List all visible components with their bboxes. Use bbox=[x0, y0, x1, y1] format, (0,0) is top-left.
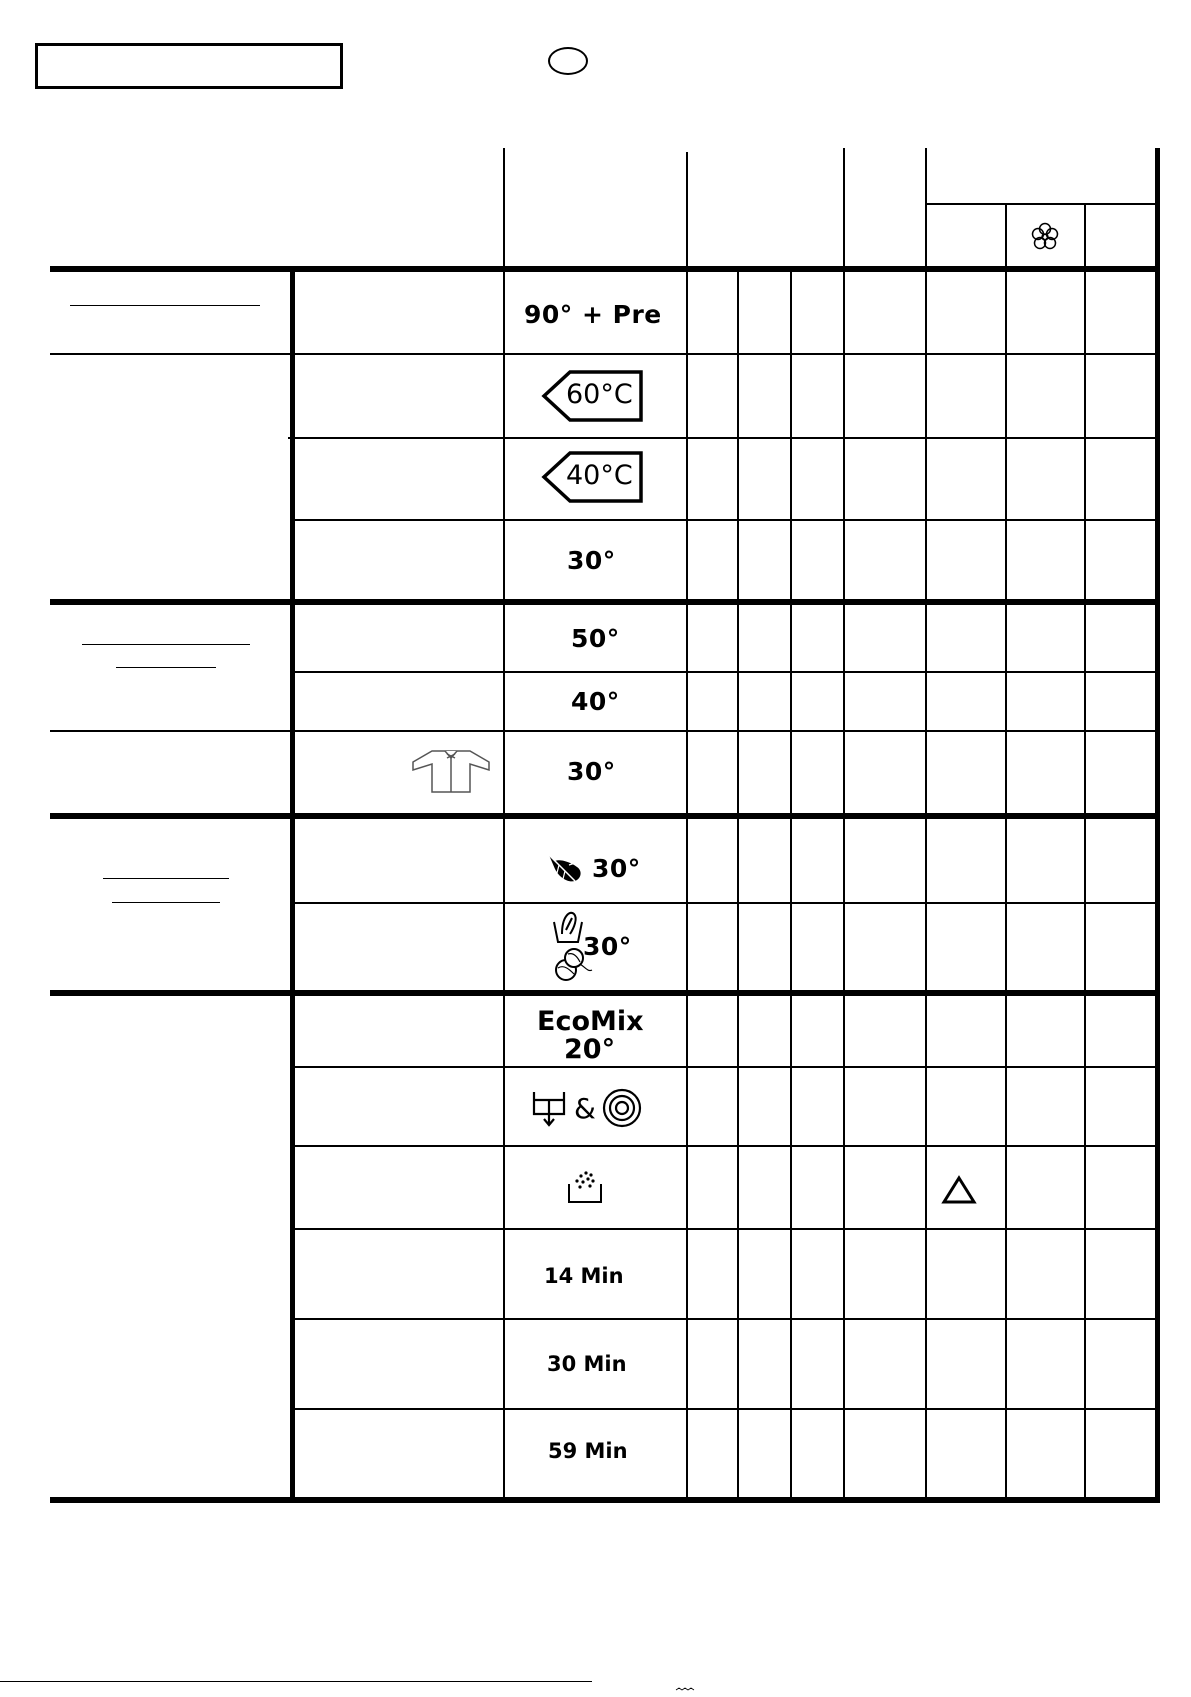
grid-vline-right bbox=[1155, 148, 1160, 1503]
drain-spin-icon bbox=[530, 1086, 650, 1132]
programme-ecomix-line1: EcoMix bbox=[537, 1006, 644, 1037]
grid-hline-8 bbox=[293, 1145, 1158, 1147]
grid-hline-7 bbox=[293, 1066, 1158, 1068]
programme-60c: 60°C bbox=[566, 379, 633, 410]
grid-hline-10 bbox=[293, 1318, 1158, 1320]
grid-vline-programme bbox=[503, 148, 505, 1500]
grid-hline-thick-1 bbox=[50, 266, 1160, 272]
group-underline-2 bbox=[82, 644, 250, 645]
40c-tag-icon bbox=[542, 451, 644, 503]
programme-90-pre: 90° + Pre bbox=[524, 300, 662, 329]
grid-hline-9 bbox=[293, 1228, 1158, 1230]
drain-spin-ampersand: & bbox=[574, 1092, 596, 1125]
grid-hline-3 bbox=[288, 437, 1158, 439]
programme-30-shirt: 30° bbox=[567, 757, 616, 786]
programme-50: 50° bbox=[571, 624, 620, 653]
footer-rule bbox=[0, 1681, 592, 1682]
programme-30-delicates: 30° bbox=[592, 854, 641, 883]
feather-icon bbox=[545, 851, 585, 887]
programme-40: 40° bbox=[571, 687, 620, 716]
grid-hline-thick-2 bbox=[50, 599, 1160, 605]
programme-14-min: 14 Min bbox=[544, 1264, 624, 1288]
group-underline-3 bbox=[116, 667, 216, 668]
programme-ecomix-line2: 20° bbox=[564, 1034, 616, 1065]
grid-hline-thick-3 bbox=[50, 813, 1160, 819]
programme-30-wool: 30° bbox=[583, 932, 632, 961]
triangle-icon bbox=[941, 1175, 977, 1205]
60c-tag-icon bbox=[542, 370, 644, 422]
grid-hline-1 bbox=[50, 353, 1158, 355]
grid-vline-col7 bbox=[1084, 205, 1086, 1500]
programme-59-min: 59 Min bbox=[548, 1439, 628, 1463]
grid-vline-col4 bbox=[843, 148, 845, 1500]
grid-hline-5 bbox=[293, 671, 1158, 673]
programme-40c: 40°C bbox=[566, 460, 633, 491]
rinse-icon bbox=[566, 1168, 604, 1204]
grid-hline-11 bbox=[293, 1408, 1158, 1410]
grid-vline-col3 bbox=[790, 270, 792, 1500]
grid-hline-4 bbox=[293, 519, 1158, 521]
footer-mark bbox=[675, 1678, 695, 1684]
programme-30-min: 30 Min bbox=[547, 1352, 627, 1376]
grid-vline-col5 bbox=[925, 148, 927, 1500]
grid-hline-thick-bottom bbox=[50, 1497, 1160, 1503]
flower-icon bbox=[1030, 222, 1060, 252]
group-underline-1 bbox=[70, 305, 260, 306]
shirt-icon bbox=[410, 748, 492, 794]
grid-hline-thick-4 bbox=[50, 990, 1160, 996]
grid-vline-col2 bbox=[737, 270, 739, 1500]
grid-vline-fabric bbox=[290, 270, 295, 1500]
grid-header-subline bbox=[925, 203, 1158, 205]
group-underline-4 bbox=[103, 878, 229, 879]
grid-hline-2 bbox=[50, 730, 1158, 732]
group-underline-5 bbox=[112, 902, 220, 903]
programme-30-cotton: 30° bbox=[567, 546, 616, 575]
grid-vline-col6 bbox=[1005, 205, 1007, 1500]
grid-hline-6 bbox=[293, 902, 1158, 904]
